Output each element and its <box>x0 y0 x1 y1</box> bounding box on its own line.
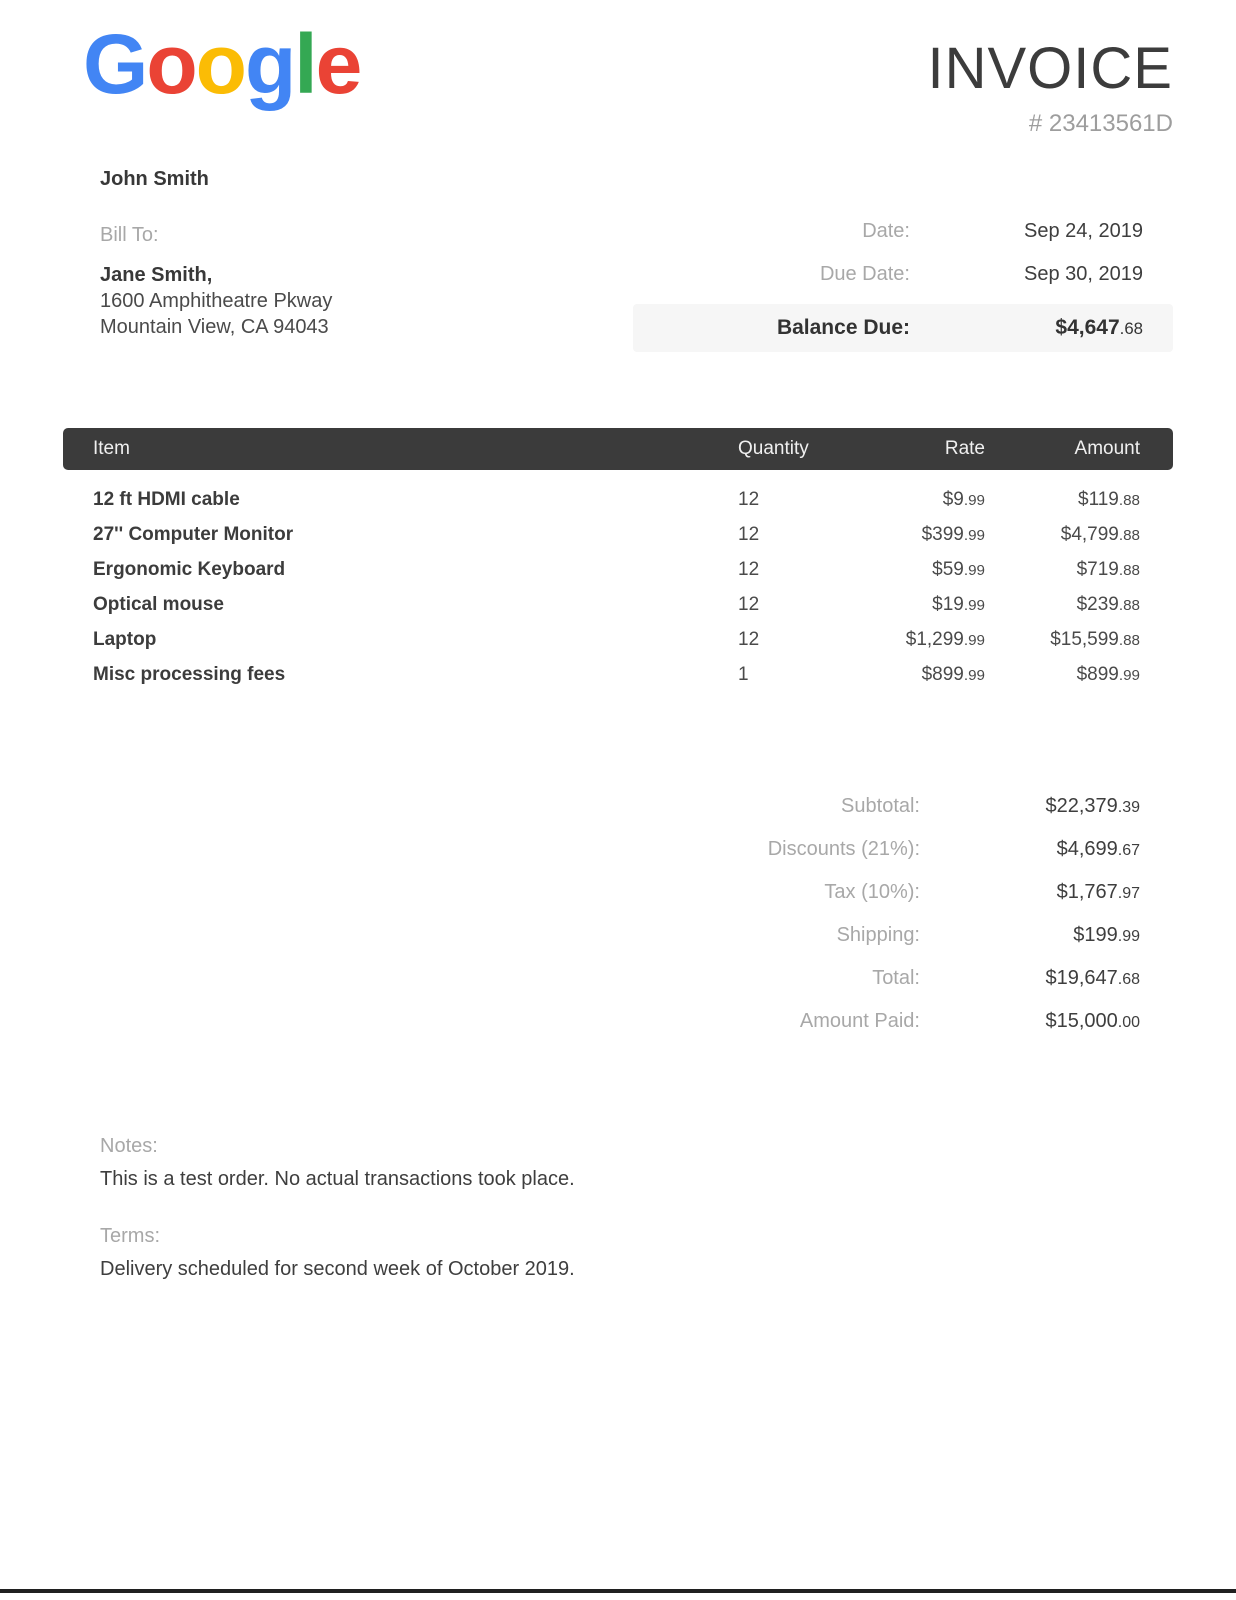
total-value: $4,699.67 <box>1056 838 1140 860</box>
total-row <box>633 871 1173 914</box>
total-label: Tax (10%): <box>824 881 920 903</box>
rate-cell: $9.99 <box>942 488 985 510</box>
balance-due-label: Balance Due: <box>776 316 910 339</box>
quantity-cell: 1 <box>738 663 749 685</box>
total-value: $199.99 <box>1073 924 1140 946</box>
notes-section <box>100 1135 575 1191</box>
logo-letter: o <box>146 17 196 111</box>
items-table-header <box>63 428 1173 470</box>
totals-section <box>633 785 1173 1043</box>
amount-cell: $239.88 <box>1076 593 1140 615</box>
rate-cell: $899.99 <box>921 663 985 685</box>
bill-to-name: Jane Smith, <box>100 264 213 286</box>
total-label: Shipping: <box>836 924 920 946</box>
notes-text: This is a test order. No actual transactions took place. <box>100 1168 575 1190</box>
rate-cell: $399.99 <box>921 523 985 545</box>
rate-cell: $59.99 <box>932 558 985 580</box>
amount-cell: $719.88 <box>1076 558 1140 580</box>
table-row <box>63 622 1173 657</box>
amount-cell: $119.88 <box>1078 488 1140 510</box>
meta-label: Due Date: <box>819 262 910 285</box>
rate-cell: $19.99 <box>932 593 985 615</box>
quantity-cell: 12 <box>738 523 760 545</box>
total-value: $22,379.39 <box>1045 795 1140 817</box>
terms-text: Delivery scheduled for second week of October 2019. <box>100 1258 575 1280</box>
invoice-number: # 23413561D <box>1028 110 1173 137</box>
total-label: Total: <box>872 967 920 989</box>
total-label: Amount Paid: <box>799 1010 920 1032</box>
terms-section <box>100 1225 575 1281</box>
meta-row <box>633 261 1173 287</box>
logo-letter: g <box>244 17 295 111</box>
table-row <box>63 587 1173 622</box>
total-row <box>633 1000 1173 1043</box>
column-header-amount: Amount <box>1074 438 1140 459</box>
rate-cell: $1,299.99 <box>905 628 985 650</box>
total-row <box>633 828 1173 871</box>
bill-to-label: Bill To: <box>100 224 159 246</box>
total-label: Discounts (21%): <box>767 838 920 860</box>
total-value: $15,000.00 <box>1045 1010 1140 1032</box>
page-bottom-border <box>0 1589 1236 1593</box>
invoice-meta <box>633 218 1173 352</box>
item-name-cell: Laptop <box>93 628 157 650</box>
logo-letter: e <box>315 17 361 111</box>
table-row <box>63 552 1173 587</box>
invoice-header <box>927 36 1174 138</box>
column-header-item: Item <box>93 438 130 459</box>
terms-label: Terms: <box>100 1225 160 1247</box>
column-header-quantity: Quantity <box>738 438 809 459</box>
amount-cell: $15,599.88 <box>1050 628 1140 650</box>
meta-value: Sep 30, 2019 <box>1024 262 1143 285</box>
sender-name: John Smith <box>100 168 209 190</box>
total-value: $1,767.97 <box>1056 881 1140 903</box>
item-name-cell: 12 ft HDMI cable <box>93 488 240 510</box>
column-header-rate: Rate <box>944 438 985 459</box>
total-row <box>633 785 1173 828</box>
total-label: Subtotal: <box>841 795 920 817</box>
meta-value: Sep 24, 2019 <box>1024 219 1143 242</box>
bill-to-address-line: 1600 Amphitheatre Pkway <box>100 290 333 312</box>
table-row <box>63 517 1173 552</box>
logo-letter: l <box>294 17 316 111</box>
total-row <box>633 957 1173 1000</box>
bill-to-address-line: Mountain View, CA 94043 <box>100 316 329 338</box>
item-name-cell: Ergonomic Keyboard <box>93 558 286 580</box>
table-row <box>63 482 1173 517</box>
total-row <box>633 914 1173 957</box>
meta-label: Date: <box>862 219 910 242</box>
logo-letter: G <box>83 17 147 111</box>
amount-cell: $899.99 <box>1076 663 1140 685</box>
item-name-cell: Optical mouse <box>93 593 224 615</box>
balance-due-value: $4,647.68 <box>1055 316 1143 339</box>
invoice-title: INVOICE <box>927 36 1173 101</box>
meta-row <box>633 218 1173 244</box>
notes-label: Notes: <box>100 1135 158 1157</box>
balance-due-row <box>633 304 1173 352</box>
quantity-cell: 12 <box>738 628 760 650</box>
logo-letter: o <box>195 17 245 111</box>
items-table <box>63 428 1173 692</box>
quantity-cell: 12 <box>738 593 760 615</box>
google-logo <box>83 18 360 110</box>
item-name-cell: Misc processing fees <box>93 663 286 685</box>
quantity-cell: 12 <box>738 558 760 580</box>
quantity-cell: 12 <box>738 488 760 510</box>
amount-cell: $4,799.88 <box>1060 523 1140 545</box>
item-name-cell: 27'' Computer Monitor <box>93 523 294 545</box>
items-table-body <box>63 482 1173 692</box>
bill-to-section <box>100 222 332 340</box>
total-value: $19,647.68 <box>1045 967 1140 989</box>
table-row <box>63 657 1173 692</box>
